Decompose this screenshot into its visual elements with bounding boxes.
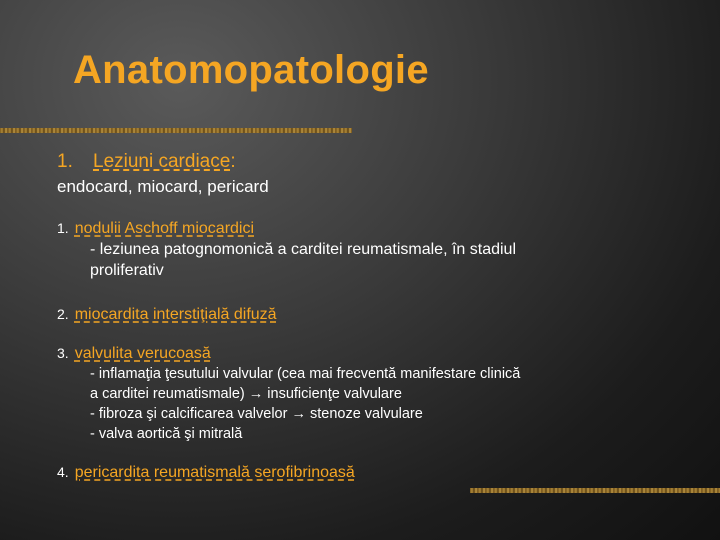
list-item-3 — [57, 345, 211, 363]
section-number: 1. — [57, 151, 73, 172]
item-label: miocardita interstiţială difuză — [74, 306, 277, 323]
item-number: 4. — [57, 464, 69, 480]
section-label: Leziuni cardiace — [93, 151, 231, 172]
item-detail: - leziunea patognomonică a carditei reumatismale, în stadiul — [90, 241, 517, 258]
item-number: 3. — [57, 345, 69, 361]
footer-divider — [470, 488, 720, 493]
list-item-1 — [57, 220, 254, 238]
item-label: valvulita verucoasă — [74, 345, 211, 362]
list-item-4 — [57, 464, 355, 482]
item-label: pericardita reumatismală serofibrinoasă — [74, 464, 355, 481]
item-number: 1. — [57, 220, 69, 236]
section-subtitle: endocard, miocard, pericard — [57, 177, 269, 196]
item-number: 2. — [57, 306, 69, 322]
item-detail: - valva aortică şi mitrală — [90, 426, 243, 442]
item-label: nodulii Aschoff miocardici — [74, 220, 255, 237]
section-heading — [57, 151, 236, 173]
item-detail: - inflamaţia ţesutului valvular (cea mai frecventă manifestare clinică — [90, 366, 521, 382]
list-item-2 — [57, 306, 277, 324]
item-detail: proliferativ — [90, 262, 164, 279]
item-detail: a carditei reumatismale) → insuficienţe valvulare — [90, 386, 402, 402]
slide-title: Anatomopatologie — [73, 48, 429, 92]
section-suffix: : — [230, 151, 236, 172]
title-divider — [0, 128, 352, 133]
item-detail: - fibroza şi calcificarea valvelor → stenoze valvulare — [90, 406, 423, 422]
